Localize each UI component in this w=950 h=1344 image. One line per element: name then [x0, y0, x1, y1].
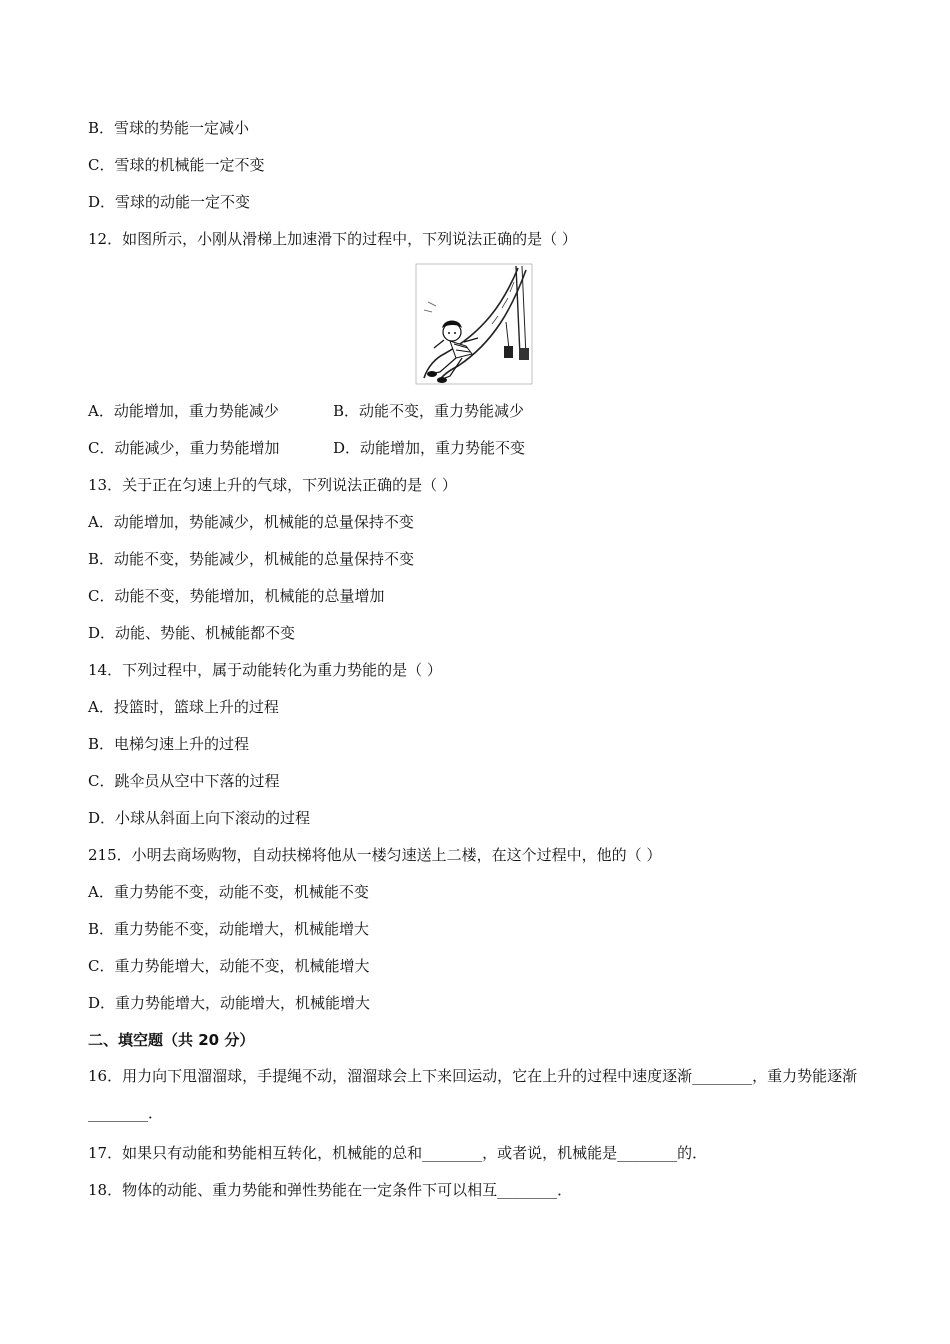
q12-option-b: B．动能不变，重力势能减少	[333, 402, 525, 420]
q14-option-a: A．投篮时，篮球上升的过程	[88, 698, 279, 716]
q13-option-c: C．动能不变，势能增加，机械能的总量增加	[88, 587, 385, 605]
q15-option-c: C．重力势能增大，动能不变，机械能增大	[88, 957, 370, 975]
q12-option-d: D．动能增加，重力势能不变	[333, 439, 526, 457]
q14-option-c: C．跳伞员从空中下落的过程	[88, 772, 280, 790]
q18-text: 18．物体的动能、重力势能和弹性势能在一定条件下可以相互________．	[88, 1181, 573, 1199]
q12-option-a: A．动能增加，重力势能减少	[88, 402, 279, 420]
q17-text: 17．如果只有动能和势能相互转化，机械能的总和________，或者说，机械能是________的．	[88, 1144, 708, 1162]
q16-text: 16．用力向下甩溜溜球，手提绳不动，溜溜球会上下来回运动，它在上升的过程中速度逐渐________，重力势能逐渐________．	[88, 1067, 858, 1122]
q13-stem: 13．关于正在匀速上升的气球，下列说法正确的是（ ）	[88, 476, 457, 494]
q14-option-d: D．小球从斜面上向下滚动的过程	[88, 809, 311, 827]
q11-option-d: D．雪球的动能一定不变	[88, 193, 251, 211]
q15-stem: 215．小明去商场购物，自动扶梯将他从一楼匀速送上二楼，在这个过程中，他的（ ）	[88, 846, 662, 864]
q15-option-b: B．重力势能不变，动能增大，机械能增大	[88, 920, 370, 938]
q14-option-b: B．电梯匀速上升的过程	[88, 735, 250, 753]
q15-option-a: A．重力势能不变，动能不变，机械能不变	[88, 883, 369, 901]
q13-option-b: B．动能不变，势能减少，机械能的总量保持不变	[88, 550, 415, 568]
q12-stem: 12．如图所示，小刚从滑梯上加速滑下的过程中，下列说法正确的是（ ）	[88, 230, 577, 248]
section-heading-fill-in: 二、填空题（共 20 分）	[88, 1031, 255, 1049]
q13-option-a: A．动能增加，势能减少，机械能的总量保持不变	[88, 513, 414, 531]
slide-illustration	[414, 262, 534, 386]
q11-option-c: C．雪球的机械能一定不变	[88, 156, 265, 174]
q11-option-b: B．雪球的势能一定减小	[88, 119, 250, 137]
q15-option-d: D．重力势能增大，动能增大，机械能增大	[88, 994, 371, 1012]
q14-stem: 14．下列过程中，属于动能转化为重力势能的是（ ）	[88, 661, 442, 679]
q13-option-d: D．动能、势能、机械能都不变	[88, 624, 296, 642]
q12-option-c: C．动能减少，重力势能增加	[88, 439, 280, 457]
